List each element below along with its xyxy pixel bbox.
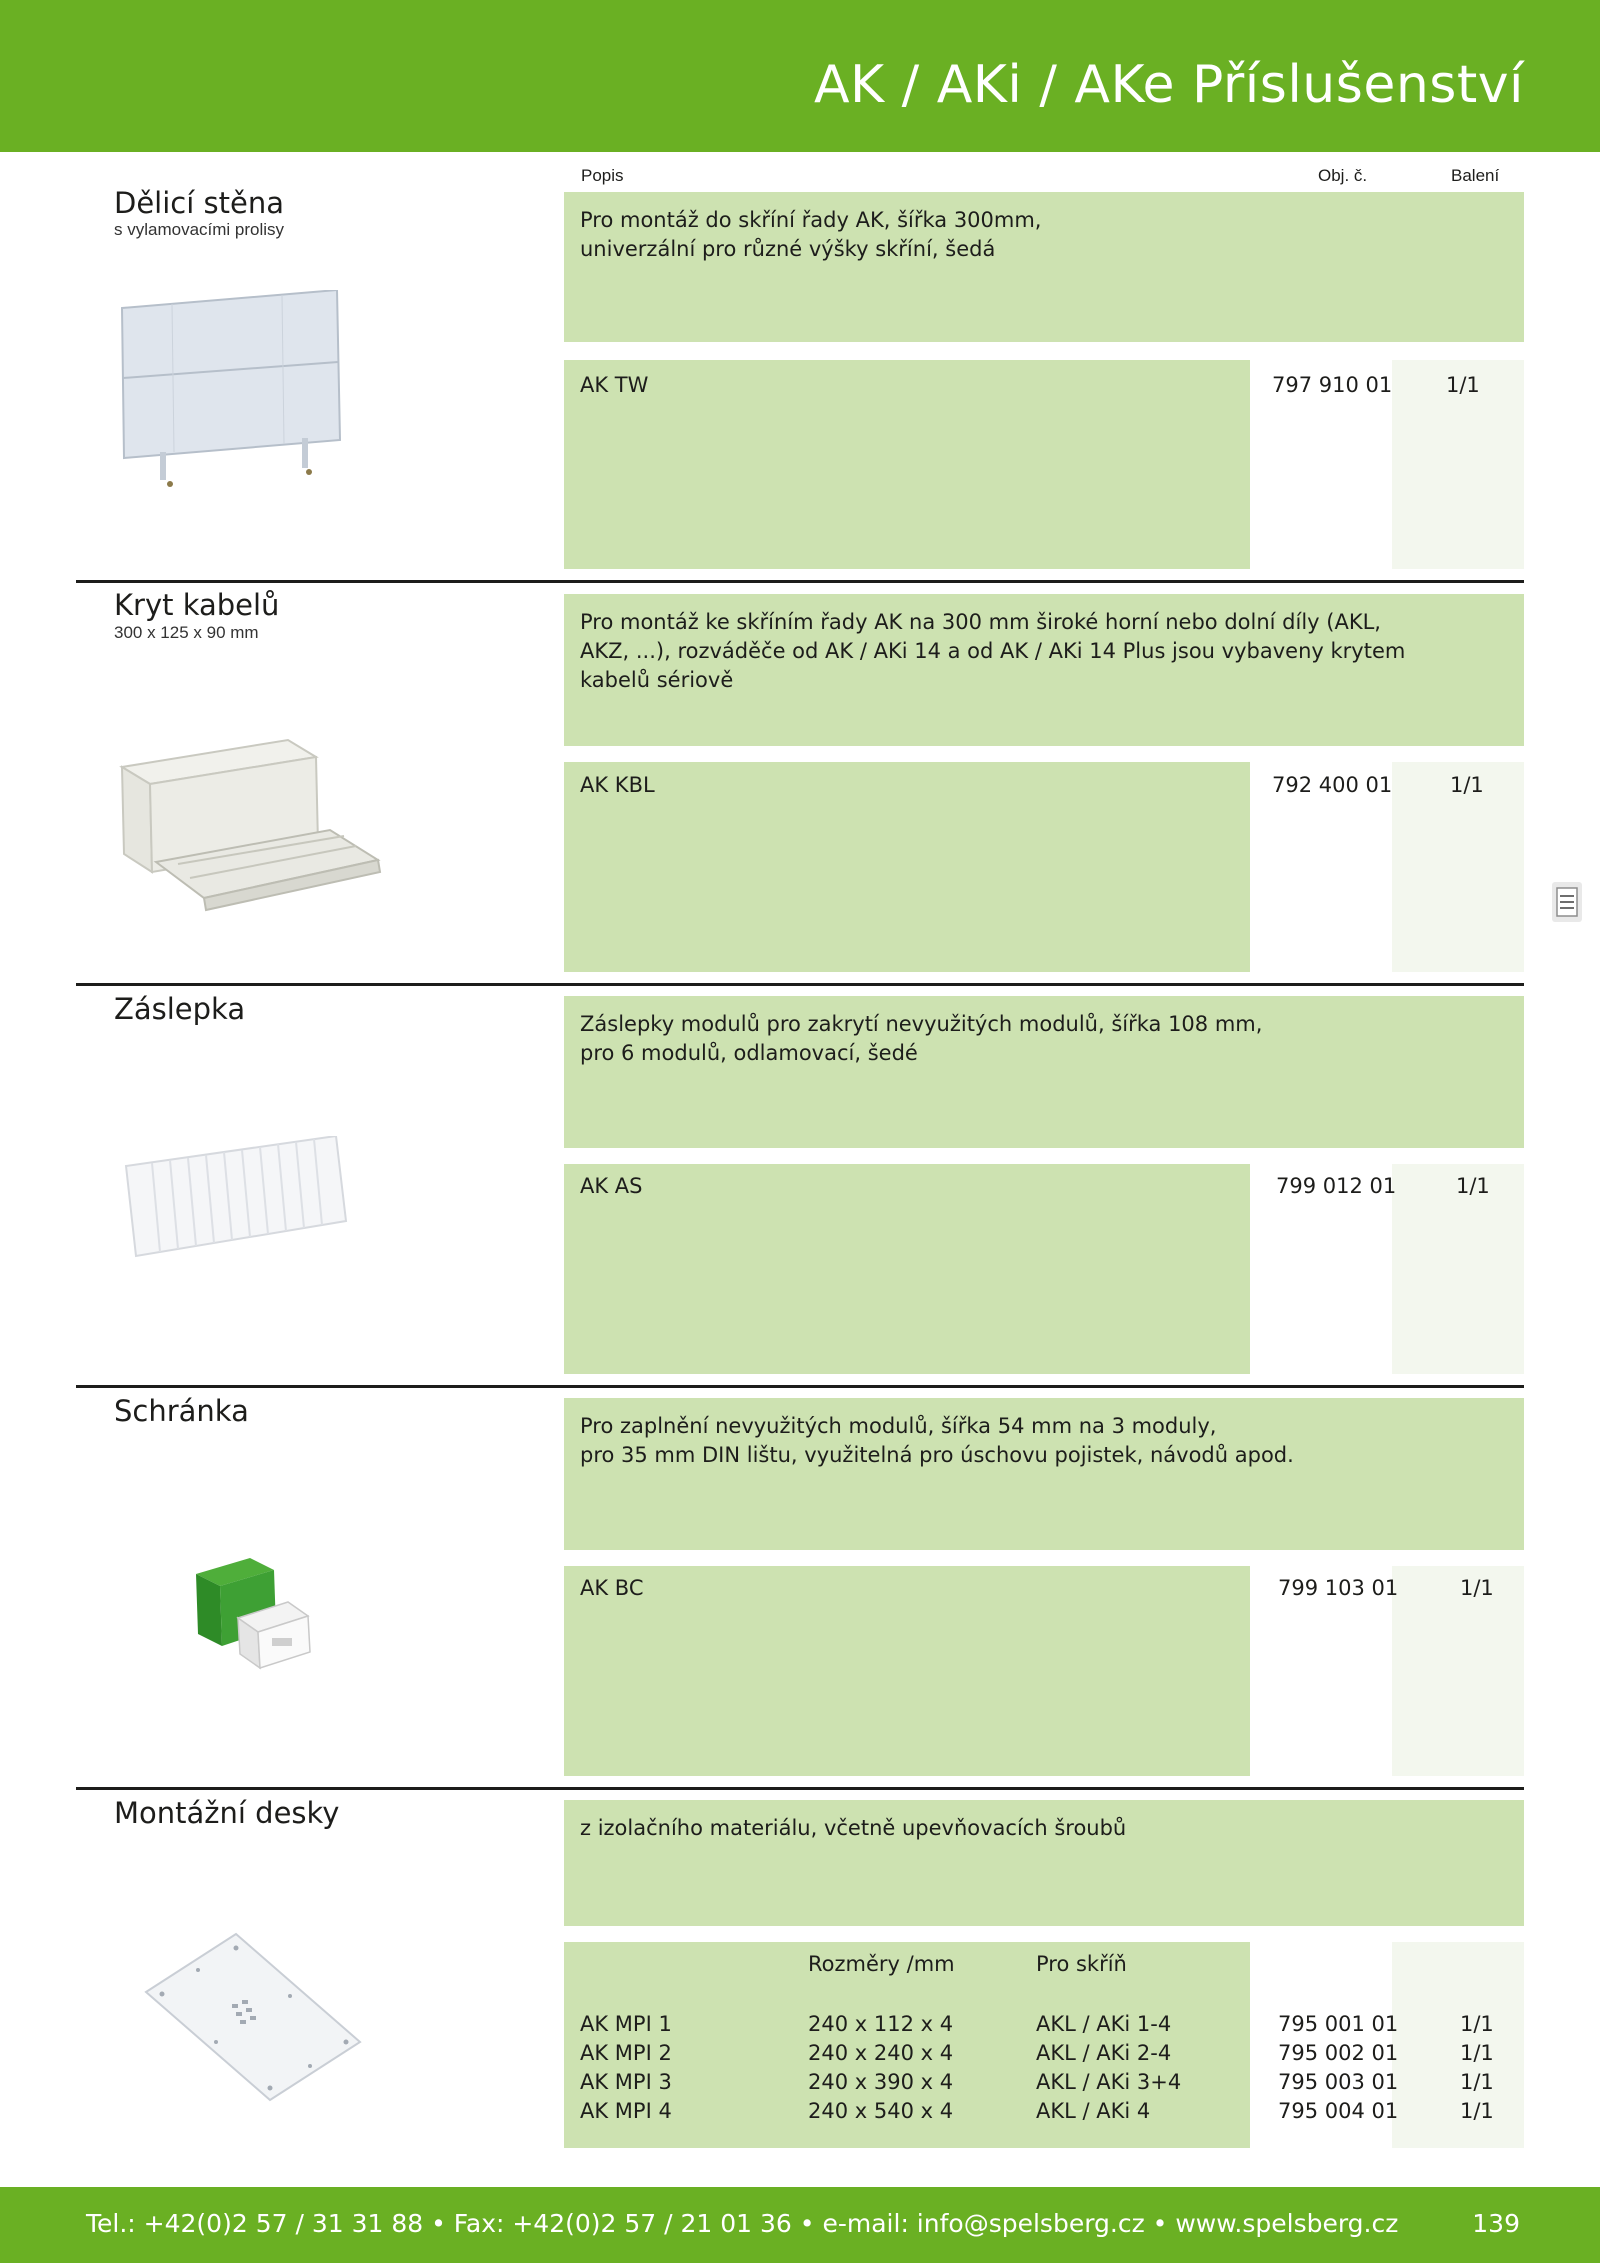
order-number: 797 910 01 (1272, 373, 1393, 397)
product-title: Dělicí stěna (114, 186, 284, 220)
order-number: 795 001 01 (1278, 2012, 1399, 2036)
column-header-baleni: Balení (1451, 166, 1500, 185)
blanking-strip-image (124, 1136, 349, 1261)
product-code-cell (564, 762, 1250, 972)
page-number: 139 (1472, 2209, 1520, 2238)
product-title: Záslepka (114, 992, 246, 1026)
cable-cover-image (118, 732, 383, 917)
product-code-cell (564, 1164, 1250, 1374)
product-code: AK AS (580, 1174, 643, 1198)
product-code: AK MPI 1 (580, 2012, 672, 2036)
product-title: Schránka (114, 1394, 249, 1428)
packaging: 1/1 (1460, 2070, 1494, 2094)
product-description: Záslepky modulů pro zakrytí nevyužitých modulů, šířka 108 mm, pro 6 modulů, odlamovací, šedé (564, 996, 1524, 1148)
packaging-cell (1392, 1566, 1524, 1776)
column-header-obj: Obj. č. (1318, 166, 1368, 185)
mounting-plate-image (140, 1930, 365, 2105)
dimensions: 240 x 390 x 4 (808, 2070, 954, 2094)
product-description: Pro montáž do skříní řady AK, šířka 300mm, univerzální pro různé výšky skříní, šedá (564, 192, 1524, 342)
product-description: z izolačního materiálu, včetně upevňovacích šroubů (564, 1800, 1524, 1926)
table-header-dimensions: Rozměry /mm (808, 1952, 955, 1976)
order-number: 795 003 01 (1278, 2070, 1399, 2094)
section-divider (76, 983, 1524, 986)
order-number: 795 004 01 (1278, 2099, 1399, 2123)
packaging: 1/1 (1456, 1174, 1490, 1198)
side-thumbnail-tab (1552, 882, 1582, 922)
product-code-cell (564, 1566, 1250, 1776)
order-number: 799 103 01 (1278, 1576, 1399, 1600)
product-code: AK MPI 4 (580, 2099, 672, 2123)
product-code: AK TW (580, 373, 649, 397)
product-code-cell (564, 360, 1250, 569)
footer-contact: Tel.: +42(0)2 57 / 31 31 88 • Fax: +42(0)2 57 / 21 01 36 • e-mail: info@spelsberg.cz • www.spelsberg.cz (86, 2209, 1399, 2238)
product-title: Kryt kabelů (114, 588, 280, 622)
cabinet: AKL / AKi 4 (1036, 2099, 1151, 2123)
page-footer (0, 2187, 1600, 2263)
product-title: Montážní desky (114, 1796, 340, 1830)
product-code: AK KBL (580, 773, 655, 797)
packaging: 1/1 (1450, 773, 1484, 797)
cabinet: AKL / AKi 3+4 (1036, 2070, 1182, 2094)
packaging: 1/1 (1460, 2041, 1494, 2065)
order-number: 795 002 01 (1278, 2041, 1399, 2065)
product-code: AK MPI 2 (580, 2041, 672, 2065)
cabinet: AKL / AKi 1-4 (1036, 2012, 1172, 2036)
product-code: AK MPI 3 (580, 2070, 672, 2094)
section-divider (76, 1385, 1524, 1388)
dimensions: 240 x 112 x 4 (808, 2012, 954, 2036)
product-subtitle: s vylamovacími prolisy (114, 220, 285, 239)
storage-box-image (192, 1556, 312, 1671)
product-description: Pro montáž ke skříním řady AK na 300 mm široké horní nebo dolní díly (AKL, AKZ, ...), rozváděče od AK / AKi 14 a od AK / AKi 14 Plus jsou vybaveny krytem kabelů sériově (564, 594, 1524, 746)
section-divider (76, 580, 1524, 583)
divider-wall-image (112, 290, 352, 495)
product-subtitle: 300 x 125 x 90 mm (114, 623, 259, 642)
dimensions: 240 x 540 x 4 (808, 2099, 954, 2123)
section-divider (76, 1787, 1524, 1790)
packaging-column (1392, 1942, 1524, 2148)
page-header (0, 0, 1600, 152)
product-description: Pro zaplnění nevyužitých modulů, šířka 54 mm na 3 moduly, pro 35 mm DIN lištu, využitelná pro úschovu pojistek, návodů apod. (564, 1398, 1524, 1550)
packaging: 1/1 (1460, 2012, 1494, 2036)
packaging: 1/1 (1446, 373, 1480, 397)
cabinet: AKL / AKi 2-4 (1036, 2041, 1172, 2065)
order-number: 792 400 01 (1272, 773, 1393, 797)
product-code: AK BC (580, 1576, 644, 1600)
column-header-popis: Popis (581, 166, 624, 185)
packaging: 1/1 (1460, 2099, 1494, 2123)
order-number: 799 012 01 (1276, 1174, 1397, 1198)
dimensions: 240 x 240 x 4 (808, 2041, 954, 2065)
packaging: 1/1 (1460, 1576, 1494, 1600)
page-title: AK / AKi / AKe Příslušenství (813, 55, 1524, 115)
table-header-cabinet: Pro skříň (1036, 1952, 1127, 1976)
distribution-box-icon (1552, 882, 1582, 922)
